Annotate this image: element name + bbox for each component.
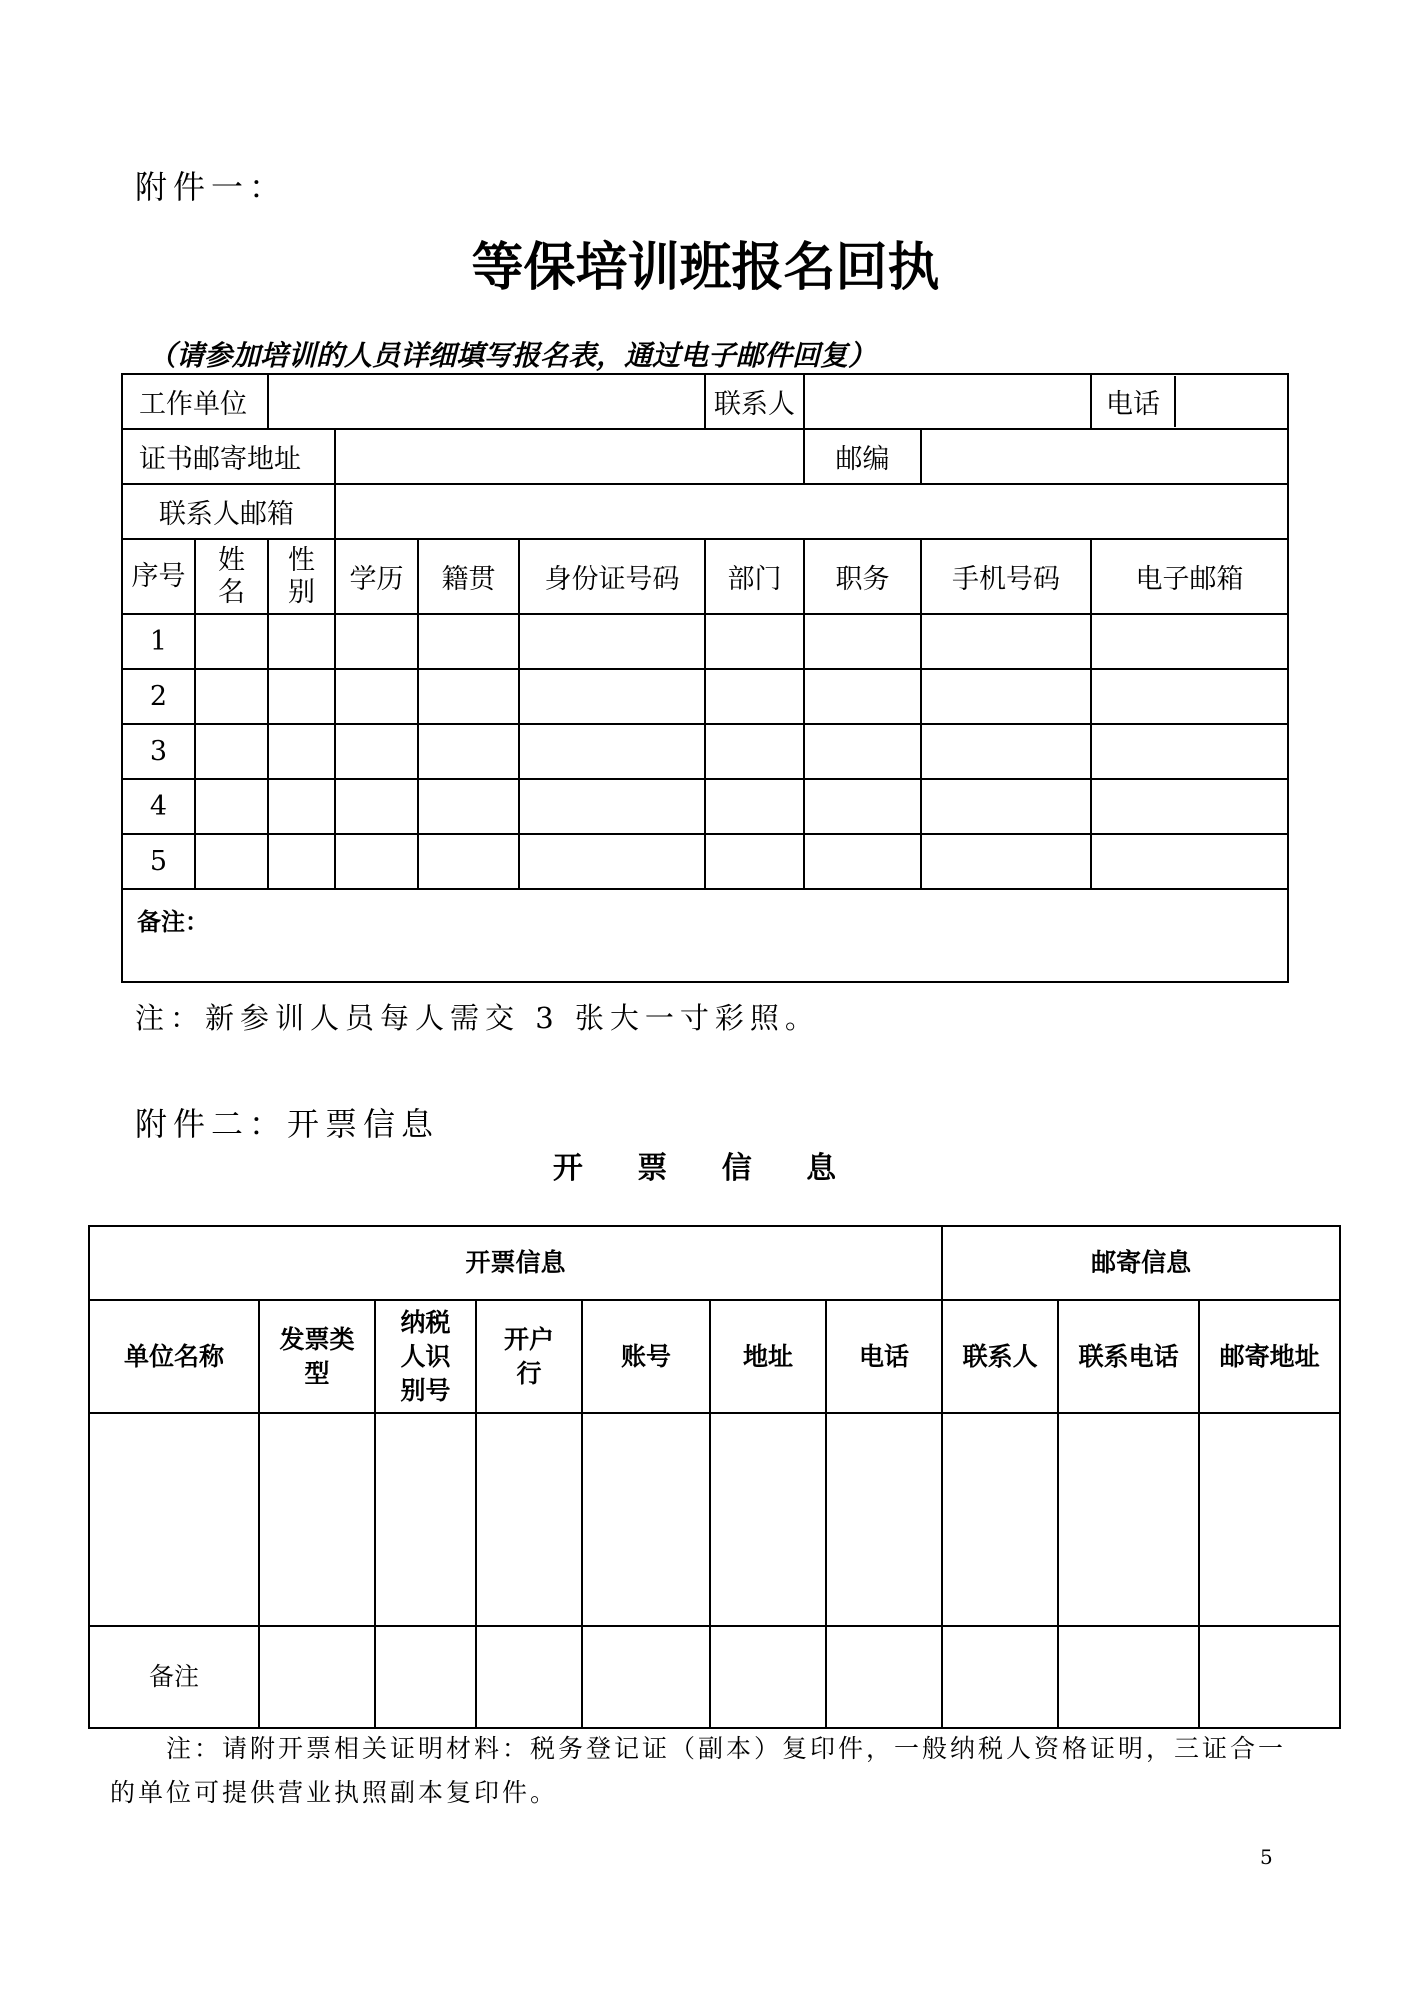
row-number: 2 <box>122 669 195 724</box>
group-mail: 邮寄信息 <box>942 1226 1340 1300</box>
table-row <box>122 669 1288 724</box>
phone-field[interactable] <box>1176 376 1287 427</box>
postcode-field[interactable] <box>921 429 1288 484</box>
header-contact: 联系人 <box>942 1300 1058 1413</box>
attachment2-heading: 附件二：开票信息 <box>135 1105 440 1143</box>
cert-address-label: 证书邮寄地址 <box>122 429 335 484</box>
header-gender: 性别 <box>268 539 335 614</box>
page-number: 5 <box>1260 1845 1273 1869</box>
table-row <box>122 614 1288 669</box>
header-taxpayer-id: 纳税人识别号 <box>375 1300 476 1413</box>
header-unit-name: 单位名称 <box>89 1300 259 1413</box>
header-mail-address: 邮寄地址 <box>1199 1300 1340 1413</box>
header-name: 姓名 <box>195 539 268 614</box>
contact-email-label: 联系人邮箱 <box>122 484 335 539</box>
header-address: 地址 <box>710 1300 826 1413</box>
row-number: 4 <box>122 779 195 834</box>
photo-note: 注：新参训人员每人需交 3 张大一寸彩照。 <box>135 1001 820 1035</box>
header-contact-phone: 联系电话 <box>1058 1300 1199 1413</box>
row-number: 5 <box>122 834 195 889</box>
header-invoice-type: 发票类型 <box>259 1300 375 1413</box>
invoice-title: 开 票 信 息 <box>552 1151 859 1186</box>
table-row <box>122 779 1288 834</box>
postcode-label: 邮编 <box>804 429 921 484</box>
invoice-note: 注：请附开票相关证明材料：税务登记证（副本）复印件，一般纳税人资格证明，三证合一的单位可提供营业执照副本复印件。 <box>110 1734 1287 1807</box>
header-education: 学历 <box>335 539 418 614</box>
contact-email-field[interactable] <box>335 484 1288 539</box>
remark-label[interactable]: 备注： <box>122 889 1288 982</box>
phone-row-cell <box>1091 374 1288 429</box>
invoice-remark-label: 备注 <box>89 1626 259 1728</box>
invoice-table <box>88 1225 1341 1729</box>
cert-address-field[interactable] <box>335 429 804 484</box>
row-number: 3 <box>122 724 195 779</box>
header-native-place: 籍贯 <box>418 539 519 614</box>
header-department: 部门 <box>705 539 804 614</box>
header-position: 职务 <box>804 539 921 614</box>
table-row <box>89 1626 1340 1728</box>
attachment1-heading: 附件一： <box>135 168 288 206</box>
table-row <box>89 1413 1340 1626</box>
contact-field[interactable] <box>804 374 1091 429</box>
header-bank: 开户行 <box>476 1300 582 1413</box>
form-subtitle: （请参加培训的人员详细填写报名表，通过电子邮件回复） <box>148 339 877 372</box>
work-unit-label: 工作单位 <box>122 374 268 429</box>
header-id-number: 身份证号码 <box>519 539 705 614</box>
registration-table <box>121 373 1289 983</box>
header-account: 账号 <box>582 1300 710 1413</box>
header-email: 电子邮箱 <box>1091 539 1288 614</box>
row-number: 1 <box>122 614 195 669</box>
phone-label: 电话 <box>1092 376 1176 427</box>
contact-label: 联系人 <box>705 374 804 429</box>
table-row <box>122 724 1288 779</box>
header-mobile: 手机号码 <box>921 539 1091 614</box>
group-invoice: 开票信息 <box>89 1226 942 1300</box>
header-no: 序号 <box>122 539 195 614</box>
header-phone: 电话 <box>826 1300 942 1413</box>
work-unit-field[interactable] <box>268 374 705 429</box>
table-row <box>122 834 1288 889</box>
form-title: 等保培训班报名回执 <box>471 238 940 298</box>
